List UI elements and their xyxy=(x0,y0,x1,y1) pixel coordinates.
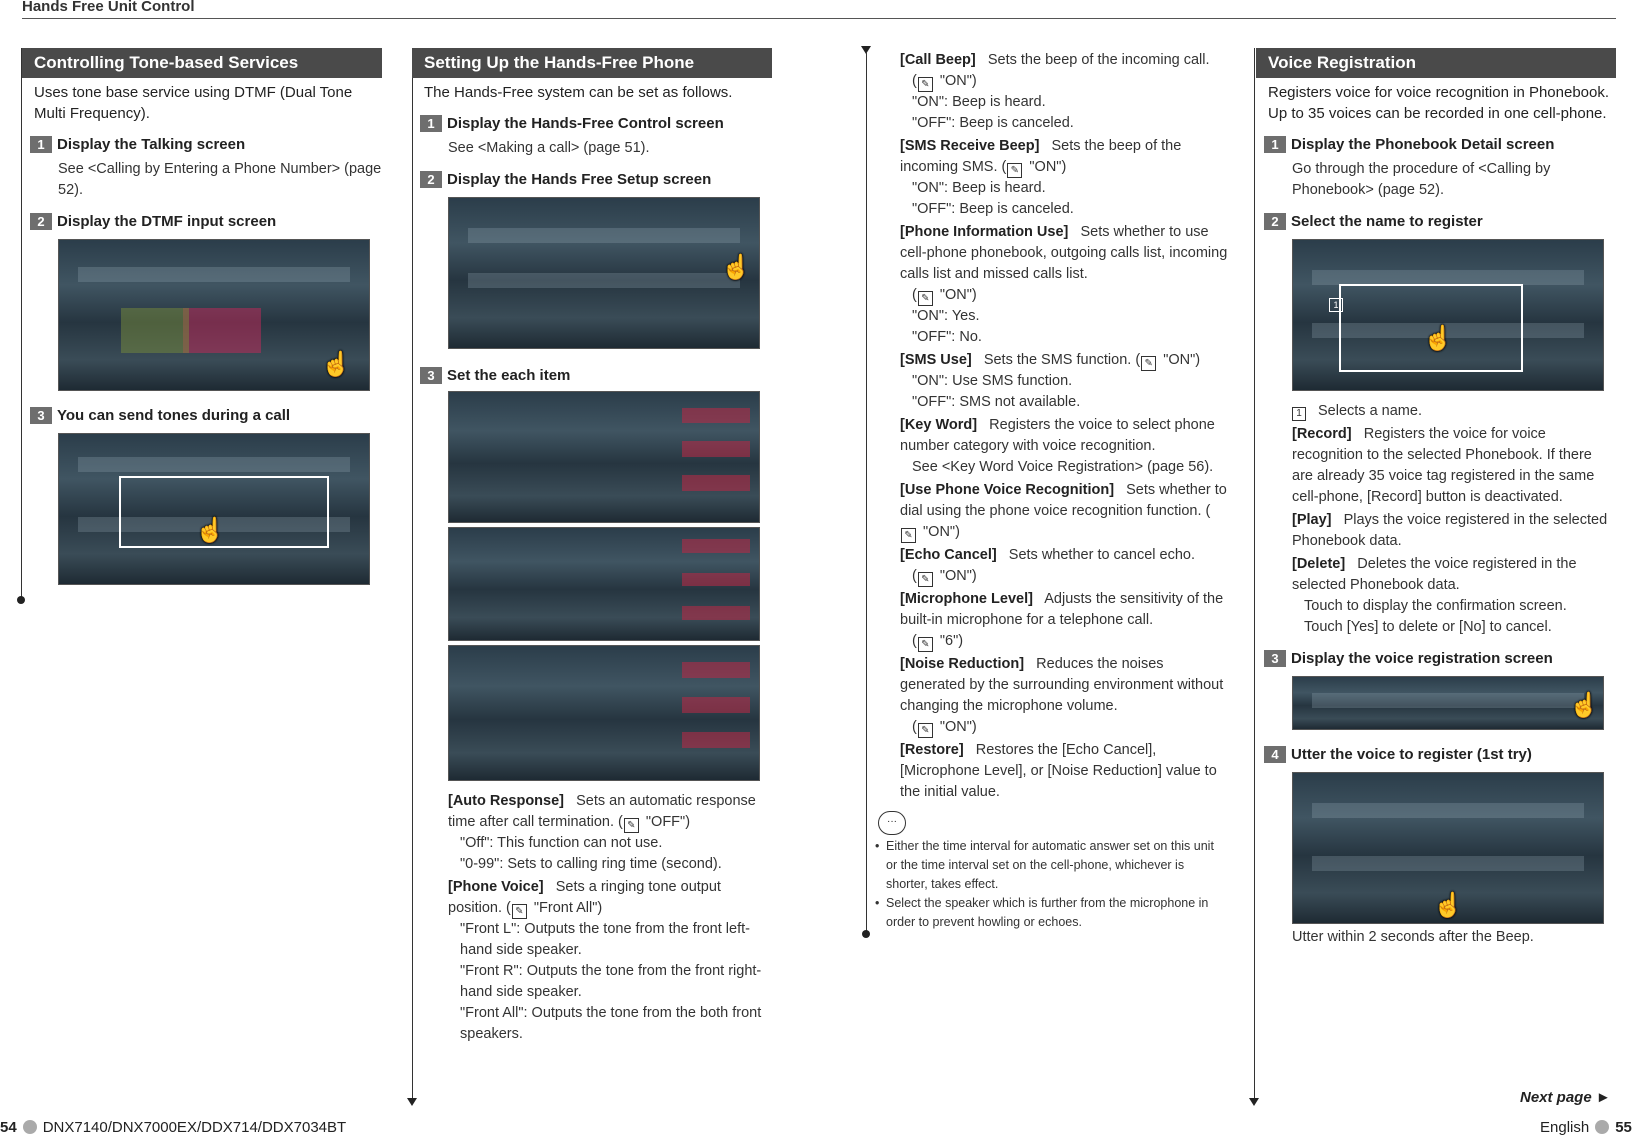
item-desc: Reduces the noises generated by the surrounding environment without changing the microphone volume. xyxy=(900,656,1224,714)
step-number: 1 xyxy=(30,136,52,153)
note-item: • Either the time interval for automatic answer set on this unit or the time interval set on the cell-phone, whichever is shorter, takes effect. xyxy=(872,837,1228,894)
item-default: ( ✎ "6") xyxy=(912,633,964,650)
item-reference: See <Key Word Voice Registration> (page 56). xyxy=(912,459,1214,475)
option-desc: Outputs the tone from the front left-hand side speaker. xyxy=(460,921,750,958)
section-intro: The Hands-Free system can be set as follows. xyxy=(424,84,733,101)
section-title: Controlling Tone-based Services xyxy=(22,48,382,78)
notes-list xyxy=(872,837,1228,932)
default-setting-icon: ✎ xyxy=(918,291,933,306)
option-desc: Outputs the tone from the both front speakers. xyxy=(460,1005,762,1042)
screen-value xyxy=(682,732,750,748)
step-2 xyxy=(1256,211,1616,233)
note-icon: ··· xyxy=(878,811,906,835)
item-use-phone-voice-recognition xyxy=(900,480,1228,543)
column-rule-4 xyxy=(1254,48,1255,1098)
item-call-beep xyxy=(900,50,1228,134)
item-key: [Echo Cancel] xyxy=(900,547,997,563)
item-option: "0-99": Sets to calling ring time (second). xyxy=(460,856,722,872)
item-desc: Deletes the voice registered in the selected Phonebook data. xyxy=(1292,556,1577,593)
step-number: 2 xyxy=(30,213,52,230)
step-3 xyxy=(1256,648,1616,670)
note-block-header xyxy=(887,811,1228,837)
item-key: [Play] xyxy=(1292,512,1332,528)
note-item: • Select the speaker which is further from the microphone in order to prevent howling or echoes. xyxy=(872,894,1228,932)
item-desc: Sets whether to use cell-phone phonebook, outgoing calls list, incoming calls list and missed calls list. xyxy=(900,224,1228,282)
step-desc: See <Making a call> (page 51). xyxy=(448,140,650,156)
screen-value xyxy=(682,697,750,713)
item-option: "OFF": Beep is canceled. xyxy=(912,201,1074,217)
step-3 xyxy=(412,365,772,387)
item-key: [Restore] xyxy=(900,742,964,758)
touch-hand-icon: ☝ xyxy=(721,254,751,281)
step-2 xyxy=(22,211,382,233)
item-auto-response xyxy=(448,791,772,875)
rule-arrow-down xyxy=(1249,1098,1259,1106)
step-number: 3 xyxy=(1264,650,1286,667)
step-number: 1 xyxy=(1264,136,1286,153)
item-phone-voice xyxy=(448,877,772,1045)
option-key: "Front L": xyxy=(460,921,521,937)
callout-number-box: 1 xyxy=(1292,407,1306,421)
item-option: "ON": Beep is heard. xyxy=(912,180,1046,196)
item-key: [SMS Receive Beep] xyxy=(900,138,1040,154)
item-default-value: "ON") xyxy=(919,524,960,540)
touch-hand-icon: ☝ xyxy=(1569,692,1599,719)
item-default-value: "6") xyxy=(935,633,964,649)
next-page-link[interactable] xyxy=(1520,1088,1611,1108)
item-desc: Sets an automatic response time after call termination. ( xyxy=(448,793,756,830)
section-title: Setting Up the Hands-Free Phone xyxy=(412,48,772,78)
column-setup-items-cont xyxy=(886,50,1228,932)
step-title: Set the each item xyxy=(447,367,571,384)
item-extra-line: Touch [Yes] to delete or [No] to cancel. xyxy=(1304,619,1552,635)
column-hands-free-setup xyxy=(412,48,772,1045)
option-key: "Front R": xyxy=(460,963,523,979)
dtmf-screen-image xyxy=(58,239,370,391)
default-setting-icon: ✎ xyxy=(624,818,639,833)
rule-end-dot xyxy=(862,930,870,938)
setup-screen-page-2 xyxy=(448,527,760,641)
model-list: DNX7140/DNX7000EX/DDX714/DDX7034BT xyxy=(42,1119,347,1136)
screen-value xyxy=(682,441,750,457)
section-intro: Uses tone base service using DTMF (Dual Tone Multi Frequency). xyxy=(34,84,353,122)
item-option: "Off": This function can not use. xyxy=(460,835,663,851)
hands-free-setup-image xyxy=(448,197,760,349)
item-default: ( ✎ "ON") xyxy=(912,719,977,736)
item-key: [Auto Response] xyxy=(448,793,564,809)
item-desc: Sets whether to cancel echo. xyxy=(1008,547,1195,563)
option-desc: Outputs the tone from the front right-hand side speaker. xyxy=(460,963,762,1000)
step-title: Display the Talking screen xyxy=(57,136,246,153)
step-title: Select the name to register xyxy=(1291,213,1483,230)
item-key: [Call Beep] xyxy=(900,52,976,68)
setup-screen-page-3 xyxy=(448,645,760,781)
step-number: 3 xyxy=(420,367,442,384)
step-desc: Utter within 2 seconds after the Beep. xyxy=(1292,929,1534,945)
default-setting-icon: ✎ xyxy=(512,904,527,919)
callout-legend xyxy=(1292,401,1616,422)
talking-screen-image xyxy=(58,433,370,585)
item-default: "Front All") xyxy=(529,900,603,916)
screen-value xyxy=(682,408,750,424)
touch-hand-icon: ☝ xyxy=(195,517,225,544)
setup-screen-page-1 xyxy=(448,391,760,523)
step-number: 2 xyxy=(1264,213,1286,230)
screen-value xyxy=(682,475,750,491)
language-label: English xyxy=(1540,1119,1590,1136)
callout-text: Selects a name. xyxy=(1318,403,1422,419)
step-1 xyxy=(1256,134,1616,156)
step-3 xyxy=(22,405,382,427)
item-sms-receive-beep xyxy=(900,136,1228,220)
step-1 xyxy=(412,113,772,135)
item-default-value: "ON") xyxy=(935,719,977,735)
step-1 xyxy=(22,134,382,156)
item-option xyxy=(448,919,772,961)
next-page-label: Next page ► xyxy=(1520,1089,1611,1106)
item-desc: Plays the voice registered in the selected Phonebook data. xyxy=(1292,512,1608,549)
column-rule-3 xyxy=(866,52,867,932)
item-option: "ON": Yes. xyxy=(912,308,980,324)
item-key: [SMS Use] xyxy=(900,352,972,368)
item-option: "ON": Beep is heard. xyxy=(912,94,1046,110)
screen-key xyxy=(183,308,261,353)
item-option: "OFF": SMS not available. xyxy=(912,394,1081,410)
item-restore xyxy=(900,740,1228,803)
item-option: "OFF": Beep is canceled. xyxy=(912,115,1074,131)
column-tone-services xyxy=(22,48,382,585)
item-extra-line: Touch to display the confirmation screen. xyxy=(1304,598,1567,614)
item-default-value: "ON") xyxy=(935,287,977,303)
running-header xyxy=(22,0,1616,19)
item-default-value: "ON") xyxy=(1025,159,1067,175)
setup-items xyxy=(448,791,772,1045)
screen-band xyxy=(1312,693,1585,709)
item-key-word xyxy=(900,415,1228,478)
item-microphone-level xyxy=(900,589,1228,652)
item-option: "OFF": No. xyxy=(912,329,982,345)
item-default: ( ✎ "ON") xyxy=(912,73,977,90)
step-title: You can send tones during a call xyxy=(57,407,291,424)
section-title: Voice Registration xyxy=(1256,48,1616,78)
page-number-right: 55 xyxy=(1615,1119,1632,1136)
item-default-value: "ON") xyxy=(935,568,977,584)
screen-band xyxy=(78,267,351,282)
rule-arrow-down xyxy=(407,1098,417,1106)
item-key: [Record] xyxy=(1292,426,1352,442)
default-setting-icon: ✎ xyxy=(918,572,933,587)
item-key: [Phone Voice] xyxy=(448,879,544,895)
footer-left xyxy=(0,1118,346,1138)
step-number: 4 xyxy=(1264,746,1286,763)
option-key: "Front All": xyxy=(460,1005,528,1021)
page-number-left: 54 xyxy=(0,1119,17,1136)
screen-band xyxy=(1312,270,1585,285)
touch-hand-icon: ☝ xyxy=(321,351,351,378)
touch-hand-icon: ☝ xyxy=(1433,892,1463,919)
item-delete xyxy=(1292,554,1616,638)
step-title: Utter the voice to register (1st try) xyxy=(1291,746,1532,763)
item-key: [Key Word] xyxy=(900,417,978,433)
voice-items xyxy=(1292,401,1616,638)
item-option xyxy=(448,1003,772,1045)
item-key: [Use Phone Voice Recognition] xyxy=(900,482,1115,498)
screen-band xyxy=(78,457,351,472)
item-default: "OFF") xyxy=(641,814,691,830)
item-desc: Sets the SMS function. ( xyxy=(983,352,1141,368)
column-voice-registration xyxy=(1256,48,1616,948)
voice-registration-image xyxy=(1292,676,1604,730)
touch-hand-icon: ☝ xyxy=(1423,325,1453,352)
step-4 xyxy=(1256,744,1616,766)
item-play xyxy=(1292,510,1616,552)
item-key: [Microphone Level] xyxy=(900,591,1033,607)
item-phone-information-use xyxy=(900,222,1228,348)
item-echo-cancel xyxy=(900,545,1228,587)
item-key: [Noise Reduction] xyxy=(900,656,1025,672)
screen-value xyxy=(682,539,750,552)
item-default-value: "ON") xyxy=(1159,352,1201,368)
step-title: Display the Hands Free Setup screen xyxy=(447,171,712,188)
utter-voice-image xyxy=(1292,772,1604,924)
item-desc: Sets a ringing tone output position. ( xyxy=(448,879,721,916)
screen-value xyxy=(682,662,750,678)
item-desc: Adjusts the sensitivity of the built-in microphone for a telephone call. xyxy=(900,591,1224,628)
step-2 xyxy=(412,169,772,191)
item-desc: Restores the [Echo Cancel], [Microphone Level], or [Noise Reduction] value to the initial value. xyxy=(900,742,1217,800)
screen-band xyxy=(468,273,741,288)
default-setting-icon: ✎ xyxy=(918,723,933,738)
default-setting-icon: ✎ xyxy=(1007,163,1022,178)
callout-marker: 1 xyxy=(1329,298,1343,312)
running-header-title: Hands Free Unit Control xyxy=(22,0,195,15)
rule-end-dot xyxy=(17,596,25,604)
item-default: ( ✎ "ON") xyxy=(912,568,977,585)
item-desc: Sets the beep of the incoming SMS. ( xyxy=(900,138,1182,175)
footer-dot-icon xyxy=(23,1120,37,1134)
footer-dot-icon xyxy=(1595,1120,1609,1134)
item-desc: Sets the beep of the incoming call. xyxy=(987,52,1210,68)
item-sms-use xyxy=(900,350,1228,413)
step-title: Display the Hands-Free Control screen xyxy=(447,115,724,132)
item-key: [Phone Information Use] xyxy=(900,224,1069,240)
step-number: 3 xyxy=(30,407,52,424)
screen-value xyxy=(682,573,750,586)
screen-key xyxy=(121,308,189,353)
step-number: 1 xyxy=(420,115,442,132)
item-default: ( ✎ "ON") xyxy=(912,287,977,304)
item-noise-reduction xyxy=(900,654,1228,738)
default-setting-icon: ✎ xyxy=(1141,356,1156,371)
item-record xyxy=(1292,424,1616,508)
step-title: Display the voice registration screen xyxy=(1291,650,1553,667)
screen-band xyxy=(468,228,741,243)
screen-band xyxy=(1312,856,1585,871)
screen-band xyxy=(1312,803,1585,818)
item-option: "ON": Use SMS function. xyxy=(912,373,1073,389)
screen-value xyxy=(682,606,750,619)
step-number: 2 xyxy=(420,171,442,188)
item-desc: Registers the voice to select phone number category with voice recognition. xyxy=(900,417,1215,454)
step-title: Display the DTMF input screen xyxy=(57,213,277,230)
footer-right xyxy=(1540,1118,1632,1138)
default-setting-icon: ✎ xyxy=(918,77,933,92)
item-option xyxy=(448,961,772,1003)
section-intro: Registers voice for voice recognition in Phonebook. Up to 35 voices can be recorded in one cell-phone. xyxy=(1268,84,1610,122)
default-setting-icon: ✎ xyxy=(918,637,933,652)
default-setting-icon: ✎ xyxy=(901,528,916,543)
item-desc: Registers the voice for voice recognition to the selected Phonebook. If there are already 35 voice tag registered in the same cell-phone, [Record] button is deactivated. xyxy=(1292,426,1595,505)
item-default-value: "ON") xyxy=(935,73,977,89)
item-desc: Sets whether to dial using the phone voice recognition function. ( xyxy=(900,482,1227,519)
item-key: [Delete] xyxy=(1292,556,1346,572)
step-desc: Go through the procedure of <Calling by Phonebook> (page 52). xyxy=(1292,161,1551,198)
step-title: Display the Phonebook Detail screen xyxy=(1291,136,1555,153)
step-desc: See <Calling by Entering a Phone Number> (page 52). xyxy=(58,161,382,198)
phonebook-detail-image xyxy=(1292,239,1604,391)
